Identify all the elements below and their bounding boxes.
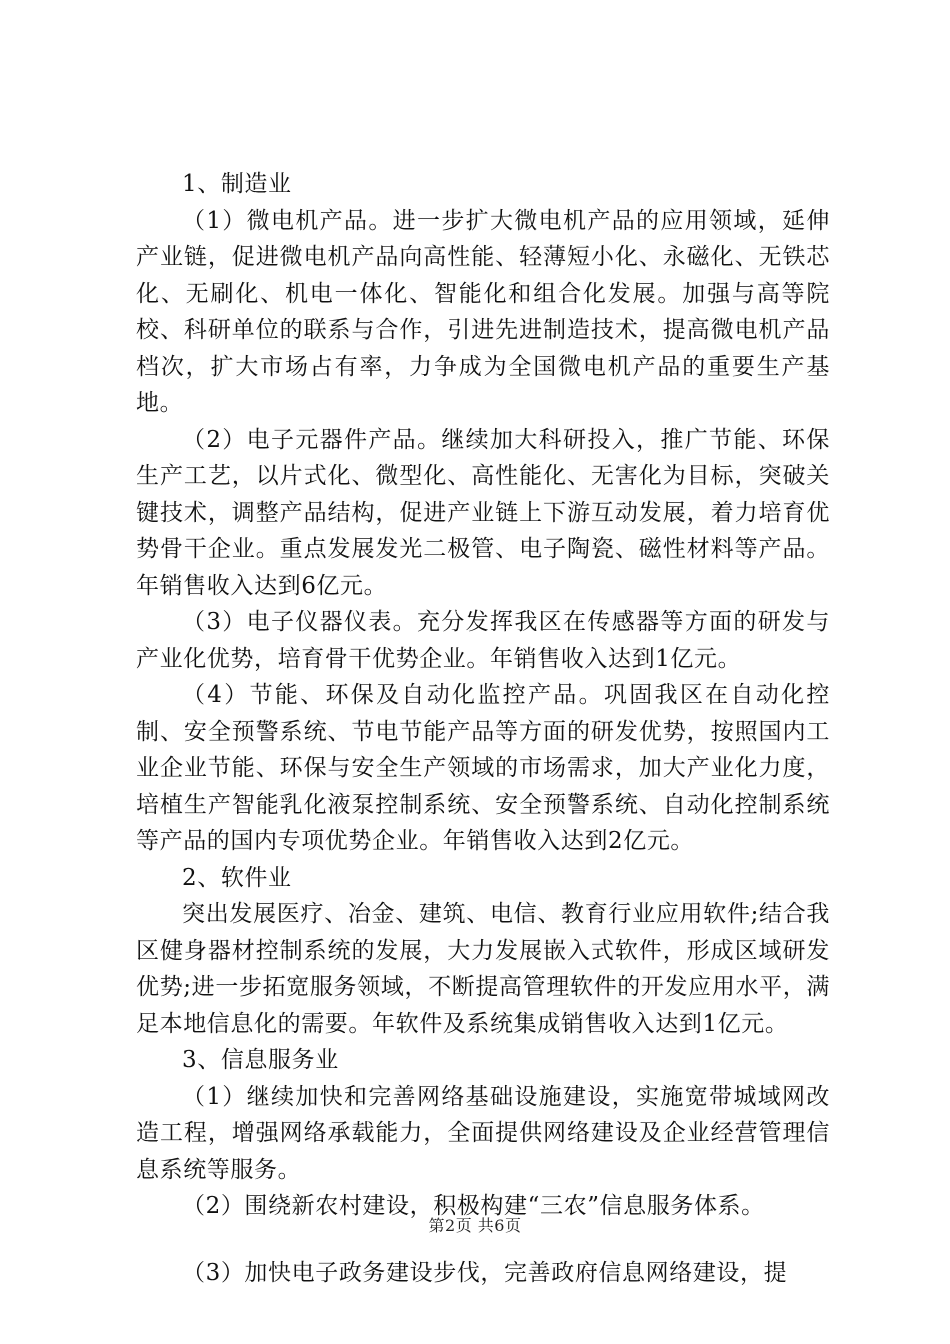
paragraph-rural: （2）围绕新农村建设，积极构建“三农”信息服务体系。 [182,1193,765,1219]
document-body [136,166,830,1291]
page-number-footer: 第2页 共6页 [428,1216,522,1235]
paragraph-software: 突出发展医疗、冶金、建筑、电信、教育行业应用软件;结合我区健身器材控制系统的发展，大力发展嵌入式软件，形成区域研发优势;进一步拓宽服务领域，不断提高管理软件的开发应用水平，满足本地信息化的需要。年软件及系统集成销售收入达到1亿元。 [136,901,830,1037]
section-heading-info-services: 3、信息服务业 [182,1047,339,1073]
paragraph-instruments: （3）电子仪器仪表。充分发挥我区在传感器等方面的研发与产业化优势，培育骨干优势企业。年销售收入达到1亿元。 [136,609,830,672]
section-heading-manufacturing: 1、制造业 [182,171,292,197]
paragraph-network: （1）继续加快和完善网络基础设施建设，实施宽带城域网改造工程，增强网络承载能力，全面提供网络建设及企业经营管理信息系统等服务。 [136,1083,830,1183]
section-heading-software: 2、软件业 [182,864,292,891]
paragraph-energy-saving: （4）节能、环保及自动化监控产品。巩固我区在自动化控制、安全预警系统、节电节能产品等方面的研发优势，按照国内工业企业节能、环保与安全生产领域的市场需求，加大产业化力度，培植生产智能乳化液泵控制系统、安全预警系统、自动化控制系统等产品的国内专项优势企业。年销售收入达到2亿元。 [136,682,830,854]
paragraph-e-government: （3）加快电子政务建设步伐，完善政府信息网络建设，提 [182,1259,788,1286]
paragraph-electronic-components: （2）电子元器件产品。继续加大科研投入，推广节能、环保生产工艺，以片式化、微型化、高性能化、无害化为目标，突破关键技术，调整产品结构，促进产业链上下游互动发展，着力培育优势骨干企业。重点发展发光二极管、电子陶瓷、磁性材料等产品。年销售收入达到6亿元。 [136,426,830,599]
paragraph-micro-motor: （1）微电机产品。进一步扩大微电机产品的应用领域，延伸产业链，促进微电机产品向高性能、轻薄短小化、永磁化、无铁芯化、无刷化、机电一体化、智能化和组合化发展。加强与高等院校、科研单位的联系与合作，引进先进制造技术，提高微电机产品档次，扩大市场占有率，力争成为全国微电机产品的重要生产基地。 [136,207,830,416]
